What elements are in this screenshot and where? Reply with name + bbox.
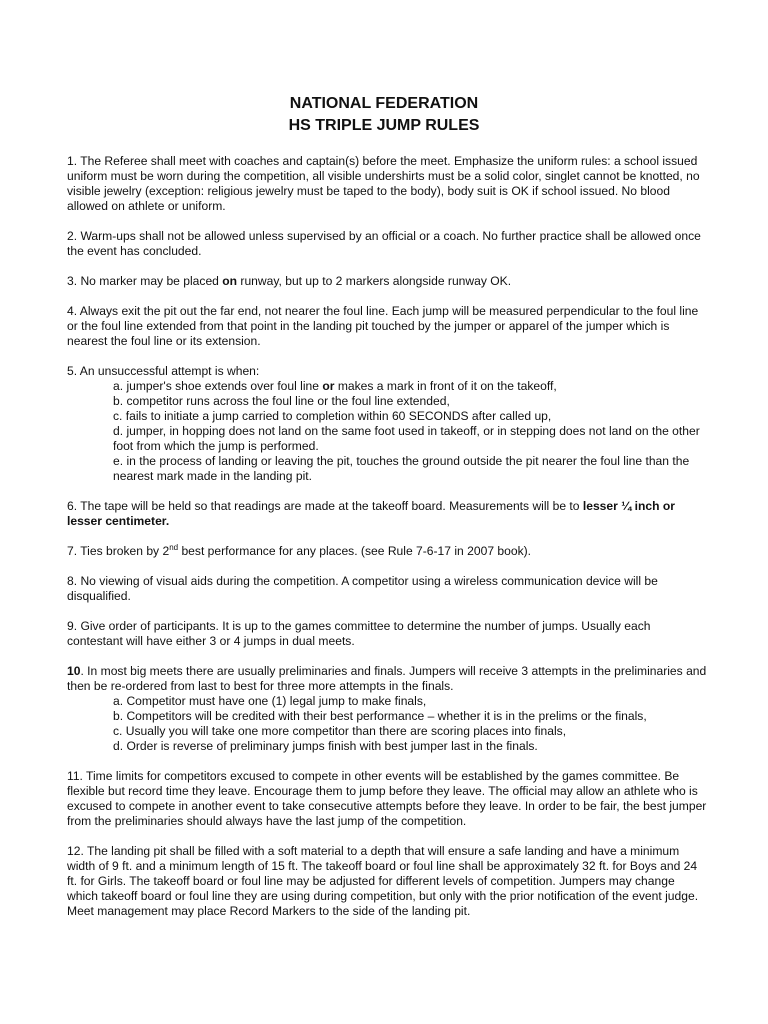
rule-5-intro: 5. An unsuccessful attempt is when: xyxy=(67,364,260,378)
rule-6-bold: lesser ¼ inch or lesser centimeter. xyxy=(67,499,675,528)
title-line-2: HS TRIPLE JUMP RULES xyxy=(288,117,480,134)
rule-4: 4. Always exit the pit out the far end, not nearer the foul line. Each jump will be measured perpendicular to the foul line or the foul line extended from that point in the landing pit touched by the jumper or apparel of the jumper which is nearest the foul line or its extension. xyxy=(67,304,699,348)
rule-8: 8. No viewing of visual aids during the competition. A competitor using a wireless communication device will be disqualified. xyxy=(67,574,658,603)
rule-5-item-a xyxy=(67,379,707,394)
page-title xyxy=(0,93,768,137)
rule-12: 12. The landing pit shall be filled with a soft material to a depth that will ensure a safe landing and have a minimum width of 9 ft. and a minimum length of 15 ft. The takeoff board or foul line shall be approximately 32 ft. for Boys and 24 ft. for Girls. The takeoff board or foul line may be adjusted for different levels of competition. Jumpers may change which takeoff board or foul line they are using during competition, but only with the prior notification of the event judge. Meet management may place Record Markers to the side of the landing pit. xyxy=(67,844,699,918)
rule-10-intro-text: . In most big meets there are usually preliminaries and finals. Jumpers will receive 3 attempts in the preliminaries and then be re-ordered from last to best for three more attempts in the finals. xyxy=(67,664,707,693)
rule-5-item-d: d. jumper, in hopping does not land on the same foot used in takeoff, or in stepping does not land on the other foot from which the jump is performed. xyxy=(113,424,700,453)
rule-7 xyxy=(67,544,707,559)
rule-10-item-b: b. Competitors will be credited with their best performance – whether it is in the prelims or the finals, xyxy=(113,709,647,723)
rule-5-item-b: b. competitor runs across the foul line or the foul line extended, xyxy=(113,394,450,408)
rule-3-text: 3. No marker may be placed xyxy=(67,274,223,288)
rule-7-superscript: nd xyxy=(169,543,179,552)
rule-10 xyxy=(67,664,707,754)
rule-5-item-c: c. fails to initiate a jump carried to completion within 60 SECONDS after called up, xyxy=(113,409,552,423)
rule-10-intro xyxy=(67,664,707,694)
title-line-1: NATIONAL FEDERATION xyxy=(289,95,479,112)
rule-6-text: 6. The tape will be held so that readings are made at the takeoff board. Measurements will be to xyxy=(67,499,583,513)
rule-5-a-text: a. jumper's shoe extends over foul line xyxy=(113,379,323,393)
rule-10-item-a: a. Competitor must have one (1) legal jump to make finals, xyxy=(113,694,427,708)
rule-9: 9. Give order of participants. It is up to the games committee to determine the number of jumps. Usually each contestant will have either 3 or 4 jumps in dual meets. xyxy=(67,619,651,648)
rule-11: 11. Time limits for competitors excused to compete in other events will be established by the games committee. Be flexible but record time they leave. Encourage them to jump before they leave. The official may allow an athlete who is excused to compete in another event to take consecutive attempts before they leave. In order to be fair, the best jumper from the preliminaries should always have the last jump of the competition. xyxy=(67,769,707,828)
rule-10-item-d: d. Order is reverse of preliminary jumps finish with best jumper last in the finals. xyxy=(113,739,538,753)
rule-10-item-c: c. Usually you will take one more competitor than there are scoring places into finals, xyxy=(113,724,567,738)
rule-7-text-end: best performance for any places. (see Rule 7-6-17 in 2007 book). xyxy=(178,544,532,558)
rule-1: 1. The Referee shall meet with coaches and captain(s) before the meet. Emphasize the uniform rules: a school issued uniform must be worn during the competition, all visible undershirts must be a solid color, singlet cannot be knotted, no visible jewelry (exception: religious jewelry must be taped to the body), body suit is OK if school issued. No blood allowed on athlete or uniform. xyxy=(67,154,700,213)
rule-3 xyxy=(67,274,707,289)
rule-2: 2. Warm-ups shall not be allowed unless supervised by an official or a coach. No further practice shall be allowed once the event has concluded. xyxy=(67,229,701,258)
rule-5 xyxy=(67,364,707,484)
rule-5-item-e: e. in the process of landing or leaving the pit, touches the ground outside the pit nearer the foul line than the nearest mark made in the landing pit. xyxy=(113,454,690,483)
rule-3-bold: on xyxy=(222,274,238,288)
rule-5-a-bold: or xyxy=(322,379,335,393)
rule-3-text-end: runway, but up to 2 markers alongside runway OK. xyxy=(237,274,512,288)
rule-7-text: 7. Ties broken by 2 xyxy=(67,544,170,558)
rule-5-a-text-end: makes a mark in front of it on the takeoff, xyxy=(334,379,557,393)
rules-list xyxy=(67,154,707,934)
rule-10-number: 10 xyxy=(67,664,81,678)
rule-6 xyxy=(67,499,707,529)
